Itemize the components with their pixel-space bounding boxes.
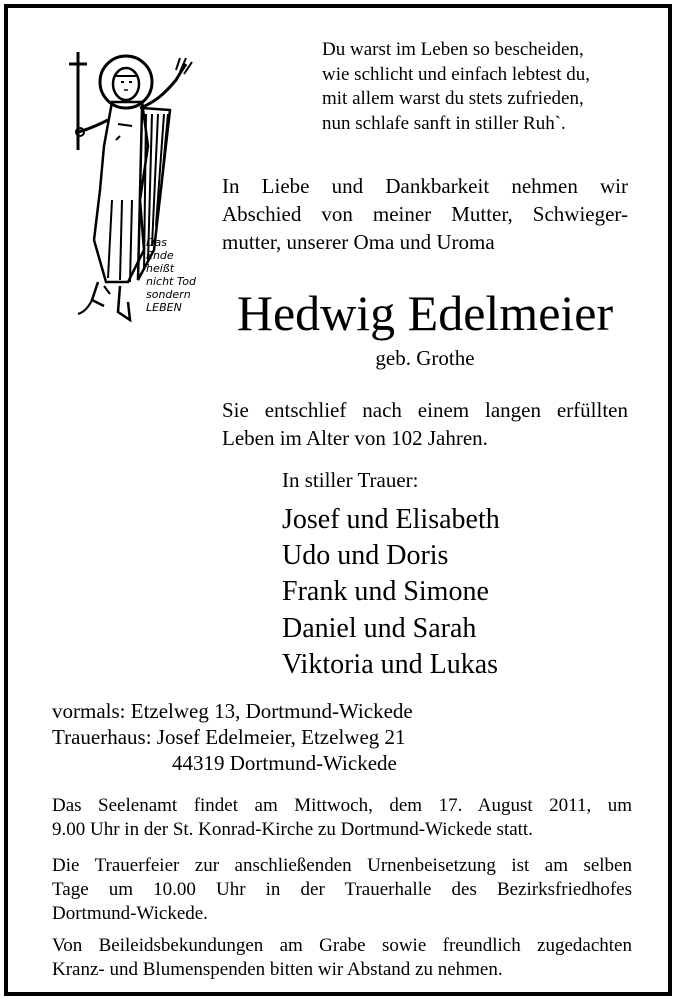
- deceased-name: Hedwig Edelmeier: [236, 285, 614, 341]
- intro-line: Abschied von meiner Mutter, Schwieger-: [222, 202, 628, 226]
- death-notice: [222, 396, 628, 452]
- poem-line: wie schlicht und einfach lebtest du,: [322, 63, 591, 85]
- illustration-caption: Das Ende heißt nicht Tod sondern LEBEN: [146, 236, 196, 314]
- intro-line: In Liebe und Dankbarkeit nehmen wir: [222, 174, 628, 198]
- poem-line: mit allem warst du stets zufrieden,: [322, 88, 584, 110]
- mourning-label: In stiller Trauer:: [282, 468, 419, 492]
- death-line: Leben im Alter von 102 Jahren.: [222, 426, 488, 450]
- family-member: Viktoria und Lukas: [282, 648, 499, 680]
- family-member: Udo und Doris: [282, 540, 449, 572]
- family-member: Josef und Elisabeth: [282, 504, 500, 535]
- mourning-house: Trauerhaus: Josef Edelmeier, Etzelweg 21: [52, 725, 406, 749]
- family-member: Frank und Simone: [282, 576, 489, 608]
- memorial-poem: [322, 38, 590, 136]
- mourning-house-city: 44319 Dortmund-Wickede: [172, 751, 397, 775]
- family-list: [282, 502, 500, 683]
- risen-christ-illustration: [58, 50, 198, 340]
- funeral-paragraph: Die Trauerfeier zur anschließenden Urnenbeisetzung ist am selben Tage um 10.00 Uhr in der Trauerhalle des Bezirksfriedhofes Dortmund-Wickede.: [52, 855, 632, 924]
- intro-line: mutter, unserer Oma und Uroma: [222, 230, 495, 254]
- condolences-paragraph: Von Beileidsbekundungen am Grabe sowie freundlich zugedachten Kranz- und Blumenspenden bitten wir Abstand zu nehmen.: [52, 935, 632, 980]
- farewell-intro: [222, 172, 628, 256]
- former-address: vormals: Etzelweg 13, Dortmund-Wickede: [52, 699, 413, 723]
- family-member: Daniel und Sarah: [282, 612, 477, 644]
- obituary-notice: [4, 4, 672, 996]
- maiden-name: geb. Grothe: [375, 346, 475, 370]
- requiem-mass-paragraph: Das Seelenamt findet am Mittwoch, dem 17. August 2011, um 9.00 Uhr in der St. Konrad-Kirche zu Dortmund-Wickede statt.: [52, 795, 632, 840]
- death-line: Sie entschlief nach einem langen erfüllten: [222, 398, 628, 422]
- poem-line: nun schlafe sanft in stiller Ruh`.: [322, 112, 566, 134]
- address-block: [52, 698, 413, 776]
- poem-line: Du warst im Leben so bescheiden,: [322, 39, 584, 60]
